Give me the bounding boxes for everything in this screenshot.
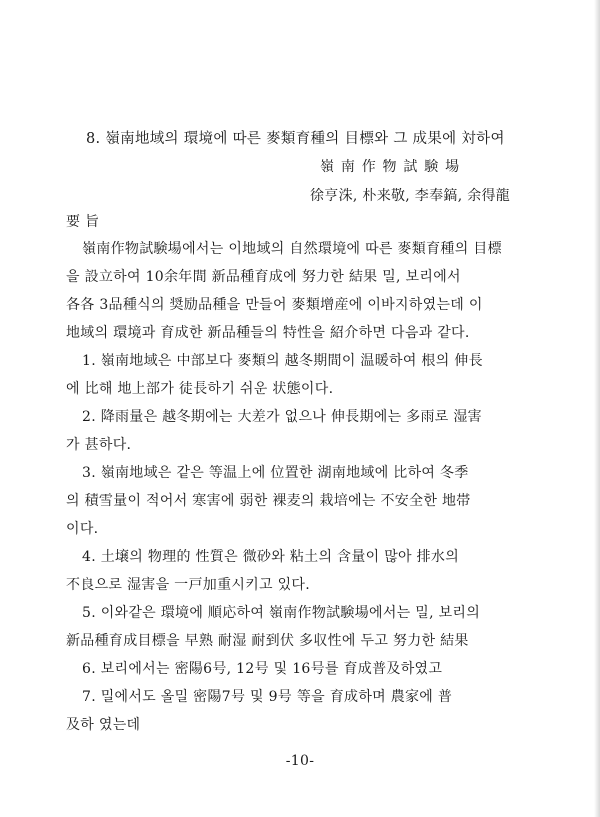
- list-item-line: 이다.: [66, 521, 99, 537]
- list-item-line: 1. 嶺南地域은 中部보다 麥類의 越冬期間이 温暖하여 根의 伸長: [82, 353, 483, 369]
- list-item-line: 4. 土壌의 物理的 性質은 微砂와 粘土의 含量이 많아 排水의: [82, 549, 460, 565]
- list-item-line: 3. 嶺南地域은 같은 等温上에 位置한 湖南地域에 比하여 冬季: [82, 465, 469, 481]
- document-title: 8. 嶺南地域의 環境에 따른 麥類育種의 目標와 그 成果에 対하여: [86, 131, 505, 147]
- list-item-line: 가 甚하다.: [66, 437, 132, 453]
- list-item-line: 7. 밀에서도 올밀 密陽7号 및 9号 等을 育成하며 農家에 普: [82, 689, 453, 705]
- paragraph-line: 嶺南作物試験場에서는 이地域의 自然環境에 따른 麥類育種의 目標: [82, 241, 502, 257]
- list-item-line: 2. 降雨量은 越冬期에는 大差가 없으나 伸長期에는 多雨로 湿害: [82, 409, 482, 425]
- list-item-line: 6. 보리에서는 密陽6号, 12号 및 16号를 育成普及하였고: [82, 661, 443, 677]
- list-item-line: 에 比해 地上部가 徒長하기 쉬운 状態이다.: [66, 381, 334, 397]
- list-item-line: 新品種育成目標을 早熟 耐湿 耐到伏 多収性에 두고 努力한 結果: [66, 633, 469, 649]
- list-item-line: 不良으로 湿害을 一戸加重시키고 있다.: [66, 577, 310, 593]
- summary-heading: 要 旨: [66, 214, 100, 230]
- list-item-line: 5. 이와같은 環境에 順応하여 嶺南作物試験場에서는 밀, 보리의: [82, 605, 481, 621]
- paragraph-line: 地域의 環境과 育成한 新品種들의 特性을 紹介하면 다음과 같다.: [66, 325, 470, 341]
- paragraph-line: 各各 3品種식의 奨励品種을 만들어 麥類增産에 이바지하였는데 이: [66, 297, 483, 313]
- page-number: -10-: [285, 753, 315, 769]
- paragraph-line: 을 設立하여 10余年間 新品種育成에 努力한 結果 밀, 보리에서: [66, 269, 461, 285]
- page-edge-shadow: [594, 0, 600, 817]
- institution-name: 嶺 南 作 物 試 験 場: [320, 159, 461, 175]
- list-item-line: 及하 였는데: [66, 717, 141, 733]
- list-item-line: 의 積雪量이 적어서 寒害에 弱한 裸麦의 栽培에는 不安全한 地帯: [66, 493, 471, 509]
- author-list: 徐亨洙, 朴来敬, 李奉鎬, 余得龍: [310, 188, 511, 204]
